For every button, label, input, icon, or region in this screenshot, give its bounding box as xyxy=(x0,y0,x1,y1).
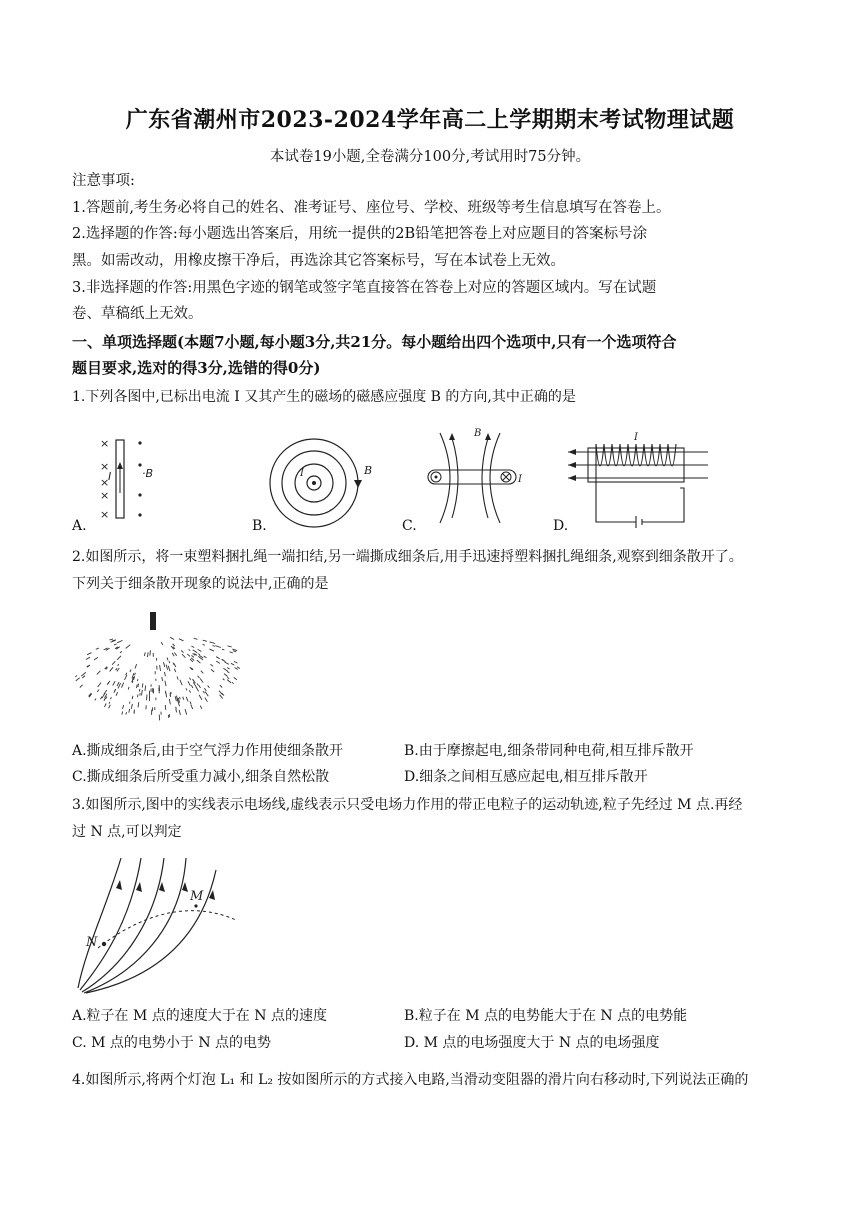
strip-mark xyxy=(123,705,124,709)
q2-option-a: A.撕成细条后,由于空气浮力作用使细条散开 xyxy=(72,743,344,759)
strip-mark xyxy=(197,684,198,686)
q1-figure-a xyxy=(90,435,160,525)
strip-mark xyxy=(189,690,190,692)
strip-mark xyxy=(142,683,143,687)
q1-label-c: C. xyxy=(402,518,417,534)
strip-mark xyxy=(142,690,143,696)
exam-info: 本试卷19小题,全卷满分100分,考试用时75分钟。 xyxy=(269,149,591,165)
strip-mark xyxy=(175,696,176,701)
svg-text:B: B xyxy=(364,464,373,477)
strip-mark xyxy=(220,695,223,699)
svg-text:×: × xyxy=(100,476,110,489)
strip-mark xyxy=(224,674,228,677)
svg-text:×: × xyxy=(100,460,110,473)
strip-mark xyxy=(231,663,234,665)
strip-mark xyxy=(147,694,148,700)
strip-mark xyxy=(165,691,166,694)
strip-mark xyxy=(109,705,111,709)
strip-mark xyxy=(174,664,176,668)
strip-mark xyxy=(117,682,119,686)
strip-mark xyxy=(189,650,191,651)
strip-mark xyxy=(181,651,183,653)
strip-mark xyxy=(134,710,135,713)
strip-mark xyxy=(210,642,216,644)
strip-mark xyxy=(167,658,168,661)
strip-mark xyxy=(203,691,205,693)
strip-mark xyxy=(87,653,91,655)
strip-mark xyxy=(188,681,191,686)
strip-mark xyxy=(179,639,184,641)
q2-option-c: C.撕成细条后所受重力减小,细条自然松散 xyxy=(72,769,330,785)
strip-mark xyxy=(219,691,223,695)
section-heading: 一、单项选择题(本题7小题,每小题3分,共21分。每小题给出四个选项中,只有一个选项符合 xyxy=(72,333,677,351)
strip-mark xyxy=(150,650,151,655)
strip-mark xyxy=(180,680,182,685)
strip-mark xyxy=(194,638,198,639)
section-heading-cont: 题目要求,选对的得3分,选错的得0分) xyxy=(72,359,321,377)
strip-mark xyxy=(109,639,113,640)
strip-mark xyxy=(210,664,213,666)
strip-mark xyxy=(182,654,186,658)
strip-mark xyxy=(138,702,139,707)
strip-mark xyxy=(135,673,136,675)
strip-mark xyxy=(185,709,187,715)
strip-mark xyxy=(233,651,236,652)
strip-mark xyxy=(209,649,214,651)
strip-mark xyxy=(179,710,180,715)
strip-mark xyxy=(186,688,187,690)
strip-mark xyxy=(104,699,105,701)
notice-item: 1.答题前,考生务必将自己的姓名、准考证号、座位号、学校、班级等考生信息填写在答卷上。 xyxy=(72,200,671,216)
notice-item: 3.非选择题的作答:用黑色字迹的钢笔或签字笔直接答在答卷上对应的答题区域内。写在试题 xyxy=(72,280,657,296)
strip-mark xyxy=(81,672,86,676)
q3-option-c: C. M 点的电势小于 N 点的电势 xyxy=(72,1035,272,1051)
question-1-stem: 1.下列各图中,已标出电流 I 又其产生的磁场的磁感应强度 B 的方向,其中正确的是 xyxy=(72,389,576,405)
q3-option-b: B.粒子在 M 点的电势能大于在 N 点的电势能 xyxy=(404,1008,688,1024)
strip-mark xyxy=(169,661,170,663)
strip-mark xyxy=(205,698,208,702)
q3-figure-field-lines xyxy=(76,858,246,993)
strip-mark xyxy=(122,711,123,714)
strip-mark xyxy=(190,701,191,704)
strip-mark xyxy=(198,676,200,679)
strip-mark xyxy=(113,681,116,685)
strip-mark xyxy=(200,706,202,709)
strip-mark xyxy=(169,699,170,705)
strip-mark xyxy=(187,654,190,656)
strip-mark xyxy=(191,646,194,648)
strip-mark xyxy=(137,679,138,681)
strip-mark xyxy=(126,712,127,715)
strip-mark xyxy=(227,680,231,683)
strip-mark xyxy=(165,705,166,710)
strip-mark xyxy=(203,640,207,641)
svg-text:I: I xyxy=(518,474,522,485)
strip-mark xyxy=(216,657,220,659)
strip-mark xyxy=(128,687,129,690)
strip-mark xyxy=(131,704,132,709)
strip-mark xyxy=(80,685,83,688)
q1-figure-c xyxy=(420,428,530,528)
strip-mark xyxy=(234,677,237,679)
q3-option-d: D. M 点的电场强度大于 N 点的电场强度 xyxy=(404,1035,660,1051)
strip-mark xyxy=(183,697,184,700)
notice-item: 卷、草稿纸上无效。 xyxy=(72,306,203,322)
strip-mark xyxy=(204,688,206,691)
strip-mark xyxy=(135,664,137,668)
strip-mark xyxy=(98,683,101,687)
q2-option-d: D.细条之间相互感应起电,相互排斥散开 xyxy=(404,769,648,785)
svg-text:×: × xyxy=(100,508,110,521)
strip-mark xyxy=(122,683,124,688)
strip-mark xyxy=(138,684,139,687)
strip-mark xyxy=(139,689,140,692)
strip-mark xyxy=(110,667,114,671)
strip-mark xyxy=(117,640,122,642)
strip-mark xyxy=(191,705,193,709)
strip-mark xyxy=(200,679,203,683)
strip-mark xyxy=(104,704,106,707)
q1-figure-b xyxy=(270,436,373,536)
q2-option-b: B.由于摩擦起电,细条带同种电荷,相互排斥散开 xyxy=(404,743,694,759)
q1-label-b: B. xyxy=(252,518,267,534)
strip-mark xyxy=(170,637,174,639)
strip-mark xyxy=(97,671,101,675)
strip-mark xyxy=(162,677,163,681)
strip-mark xyxy=(197,660,201,663)
strip-mark xyxy=(94,657,98,660)
svg-text:×: × xyxy=(100,489,110,502)
strip-mark xyxy=(174,653,176,656)
strip-mark xyxy=(189,678,190,680)
strip-mark xyxy=(110,697,111,699)
svg-text:I: I xyxy=(300,468,304,479)
strip-mark xyxy=(215,646,221,648)
strip-mark xyxy=(186,697,188,702)
strip-mark xyxy=(136,684,137,688)
strip-mark xyxy=(172,653,174,656)
strip-mark xyxy=(176,707,177,709)
svg-text:×: × xyxy=(100,437,110,450)
strip-mark xyxy=(138,694,139,697)
strip-mark xyxy=(230,652,233,653)
strip-mark xyxy=(227,671,229,673)
strip-mark xyxy=(165,672,166,676)
strip-mark xyxy=(168,666,170,671)
strip-mark xyxy=(198,654,200,655)
svg-text:I: I xyxy=(634,432,638,443)
strip-mark xyxy=(118,664,119,666)
strip-mark xyxy=(86,657,90,659)
strip-mark xyxy=(166,665,168,670)
strip-mark xyxy=(220,685,222,687)
question-2-stem: 2.如图所示，将一束塑料捆扎绳一端扣结,另一端撕成细条后,用手迅速捋塑料捆扎绳细条,观察到细条散开了。 xyxy=(72,549,743,565)
strip-mark xyxy=(75,676,77,677)
strip-mark xyxy=(204,656,207,658)
strip-mark xyxy=(145,686,146,692)
point-n-label: N xyxy=(86,935,98,950)
strip-mark xyxy=(129,709,130,713)
point-m-label: M xyxy=(190,889,204,904)
question-3-stem-cont: 过 N 点,可以判定 xyxy=(72,824,182,840)
strip-mark xyxy=(177,677,178,680)
strip-mark xyxy=(211,669,214,672)
strip-mark xyxy=(96,648,99,649)
strip-mark xyxy=(82,676,85,678)
strip-mark xyxy=(191,685,193,688)
strip-mark xyxy=(76,678,80,681)
notice-item: 黑。如需改动，用橡皮擦干净后，再选涂其它答案标号，写在本试卷上无效。 xyxy=(72,253,565,269)
question-3-stem: 3.如图所示,图中的实线表示电场线,虚线表示只受电场力作用的带正电粒子的运动轨迹,粒子先经过 M 点.再经 xyxy=(72,797,743,813)
strip-mark xyxy=(114,689,116,693)
strip-mark xyxy=(199,695,202,700)
strip-mark xyxy=(222,660,226,662)
strip-mark xyxy=(192,655,194,657)
strip-mark xyxy=(232,682,234,683)
strip-mark xyxy=(227,677,229,679)
q1-label-d: D. xyxy=(553,518,569,534)
question-2-stem-cont: 下列关于细条散开现象的说法中,正确的是 xyxy=(72,576,329,592)
q2-figure-strips xyxy=(72,612,242,722)
strip-mark xyxy=(205,692,208,697)
strip-mark xyxy=(174,669,176,672)
question-4-stem: 4.如图所示,将两个灯泡 L₁ 和 L₂ 按如图所示的方式接入电路,当滑动变阻器的滑片向右移动时,下列说法正确的 xyxy=(72,1072,749,1088)
strip-mark xyxy=(228,646,232,647)
strip-mark xyxy=(95,699,96,701)
strip-mark xyxy=(223,668,227,671)
notice-item: 2.选择题的作答:每小题选出答案后，用统一提供的2B铅笔把答卷上对应题目的答案标号涂 xyxy=(72,226,648,242)
strip-mark xyxy=(173,644,175,646)
strip-mark xyxy=(164,664,165,667)
strip-mark xyxy=(112,661,115,665)
q1-label-a: A. xyxy=(72,518,87,534)
strip-mark xyxy=(161,642,163,645)
q3-option-a: A.粒子在 M 点的速度大于在 N 点的速度 xyxy=(72,1008,327,1024)
strip-mark xyxy=(223,679,225,681)
strip-mark xyxy=(144,652,145,656)
strip-mark xyxy=(116,692,118,696)
strip-mark xyxy=(222,649,224,650)
strip-mark xyxy=(109,702,110,704)
page-title: 广东省潮州市2023-2024学年高二上学期期末考试物理试题 xyxy=(125,107,735,133)
svg-text:·B: ·B xyxy=(142,467,154,480)
strip-mark xyxy=(130,702,131,704)
strip-mark xyxy=(196,687,199,692)
strip-mark xyxy=(159,688,160,694)
strip-mark xyxy=(203,644,205,645)
strip-mark xyxy=(147,652,148,657)
strip-mark xyxy=(193,680,194,682)
strip-mark xyxy=(227,668,230,670)
strip-mark xyxy=(116,668,118,670)
strip-mark xyxy=(180,697,181,699)
strip-mark xyxy=(164,662,165,664)
q1-figure-d xyxy=(568,430,718,530)
strip-mark xyxy=(160,665,161,671)
svg-text:B: B xyxy=(474,428,482,439)
strip-mark xyxy=(176,709,177,713)
strip-mark xyxy=(208,686,210,688)
strip-mark xyxy=(201,671,204,674)
strip-mark xyxy=(232,649,237,651)
strip-mark xyxy=(234,661,238,663)
strip-mark xyxy=(120,651,122,653)
strip-mark xyxy=(106,697,107,699)
strip-mark xyxy=(235,668,238,670)
strip-mark xyxy=(165,681,166,687)
strip-mark xyxy=(193,650,198,653)
strip-mark xyxy=(198,649,202,651)
strip-mark xyxy=(170,693,171,696)
strip-mark xyxy=(199,685,201,688)
strip-mark xyxy=(97,690,99,693)
strip-mark xyxy=(114,644,117,645)
notice-heading: 注意事项: xyxy=(72,173,135,189)
strip-mark xyxy=(216,661,220,663)
strip-mark xyxy=(237,667,240,669)
strip-mark xyxy=(130,670,131,673)
strip-mark xyxy=(132,696,133,699)
svg-text:I: I xyxy=(108,470,112,483)
strip-mark xyxy=(125,675,127,680)
strip-mark xyxy=(104,690,107,694)
strip-mark xyxy=(126,645,131,649)
strip-mark xyxy=(117,656,121,660)
strip-mark xyxy=(213,646,215,647)
strip-mark xyxy=(225,662,229,665)
